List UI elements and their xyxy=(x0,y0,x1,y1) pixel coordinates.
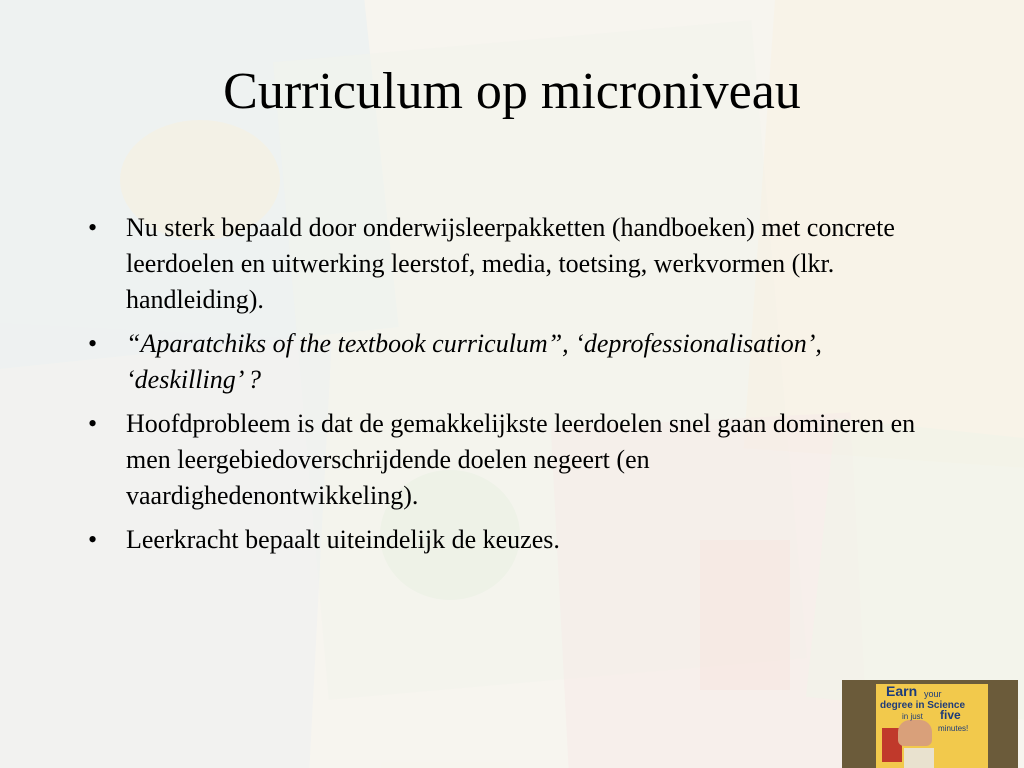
bullet-list xyxy=(88,210,938,566)
bullet-text: Nu sterk bepaald door onderwijsleerpakketten (handboeken) met concrete leerdoelen en uitwerking leerstof, media, toetsing, werkvormen (lkr. handleiding). xyxy=(126,213,895,314)
bullet-marker: • xyxy=(88,329,98,358)
thumbnail-text: degree in Science xyxy=(880,700,966,711)
thumbnail-text: your xyxy=(924,689,942,699)
thumbnail-text: minutes! xyxy=(938,724,969,733)
thumbnail-card xyxy=(904,748,934,768)
earn-degree-thumbnail xyxy=(842,680,1018,768)
bullet-item xyxy=(88,406,938,514)
thumbnail-text: in just xyxy=(902,712,923,721)
bullet-marker: • xyxy=(88,213,98,242)
thumbnail-hand xyxy=(898,720,932,746)
bullet-item xyxy=(88,326,938,398)
thumbnail-text: five xyxy=(940,708,961,722)
bullet-item xyxy=(88,522,938,558)
bullet-item xyxy=(88,210,938,318)
bullet-marker: • xyxy=(88,409,98,438)
slide-title: Curriculum op microniveau xyxy=(223,63,801,120)
bullet-text: “Aparatchiks of the textbook curriculum”, ‘deprofessionalisation’, ‘deskilling’ ? xyxy=(126,329,822,394)
bullet-text: Leerkracht bepaalt uiteindelijk de keuzes. xyxy=(126,525,560,554)
thumbnail-text: Earn xyxy=(886,683,918,699)
bullet-marker: • xyxy=(88,525,98,554)
bullet-text: Hoofdprobleem is dat de gemakkelijkste leerdoelen snel gaan domineren en men leergebiedoverschrijdende doelen negeert (en vaardighedenontwikkeling). xyxy=(126,409,916,510)
